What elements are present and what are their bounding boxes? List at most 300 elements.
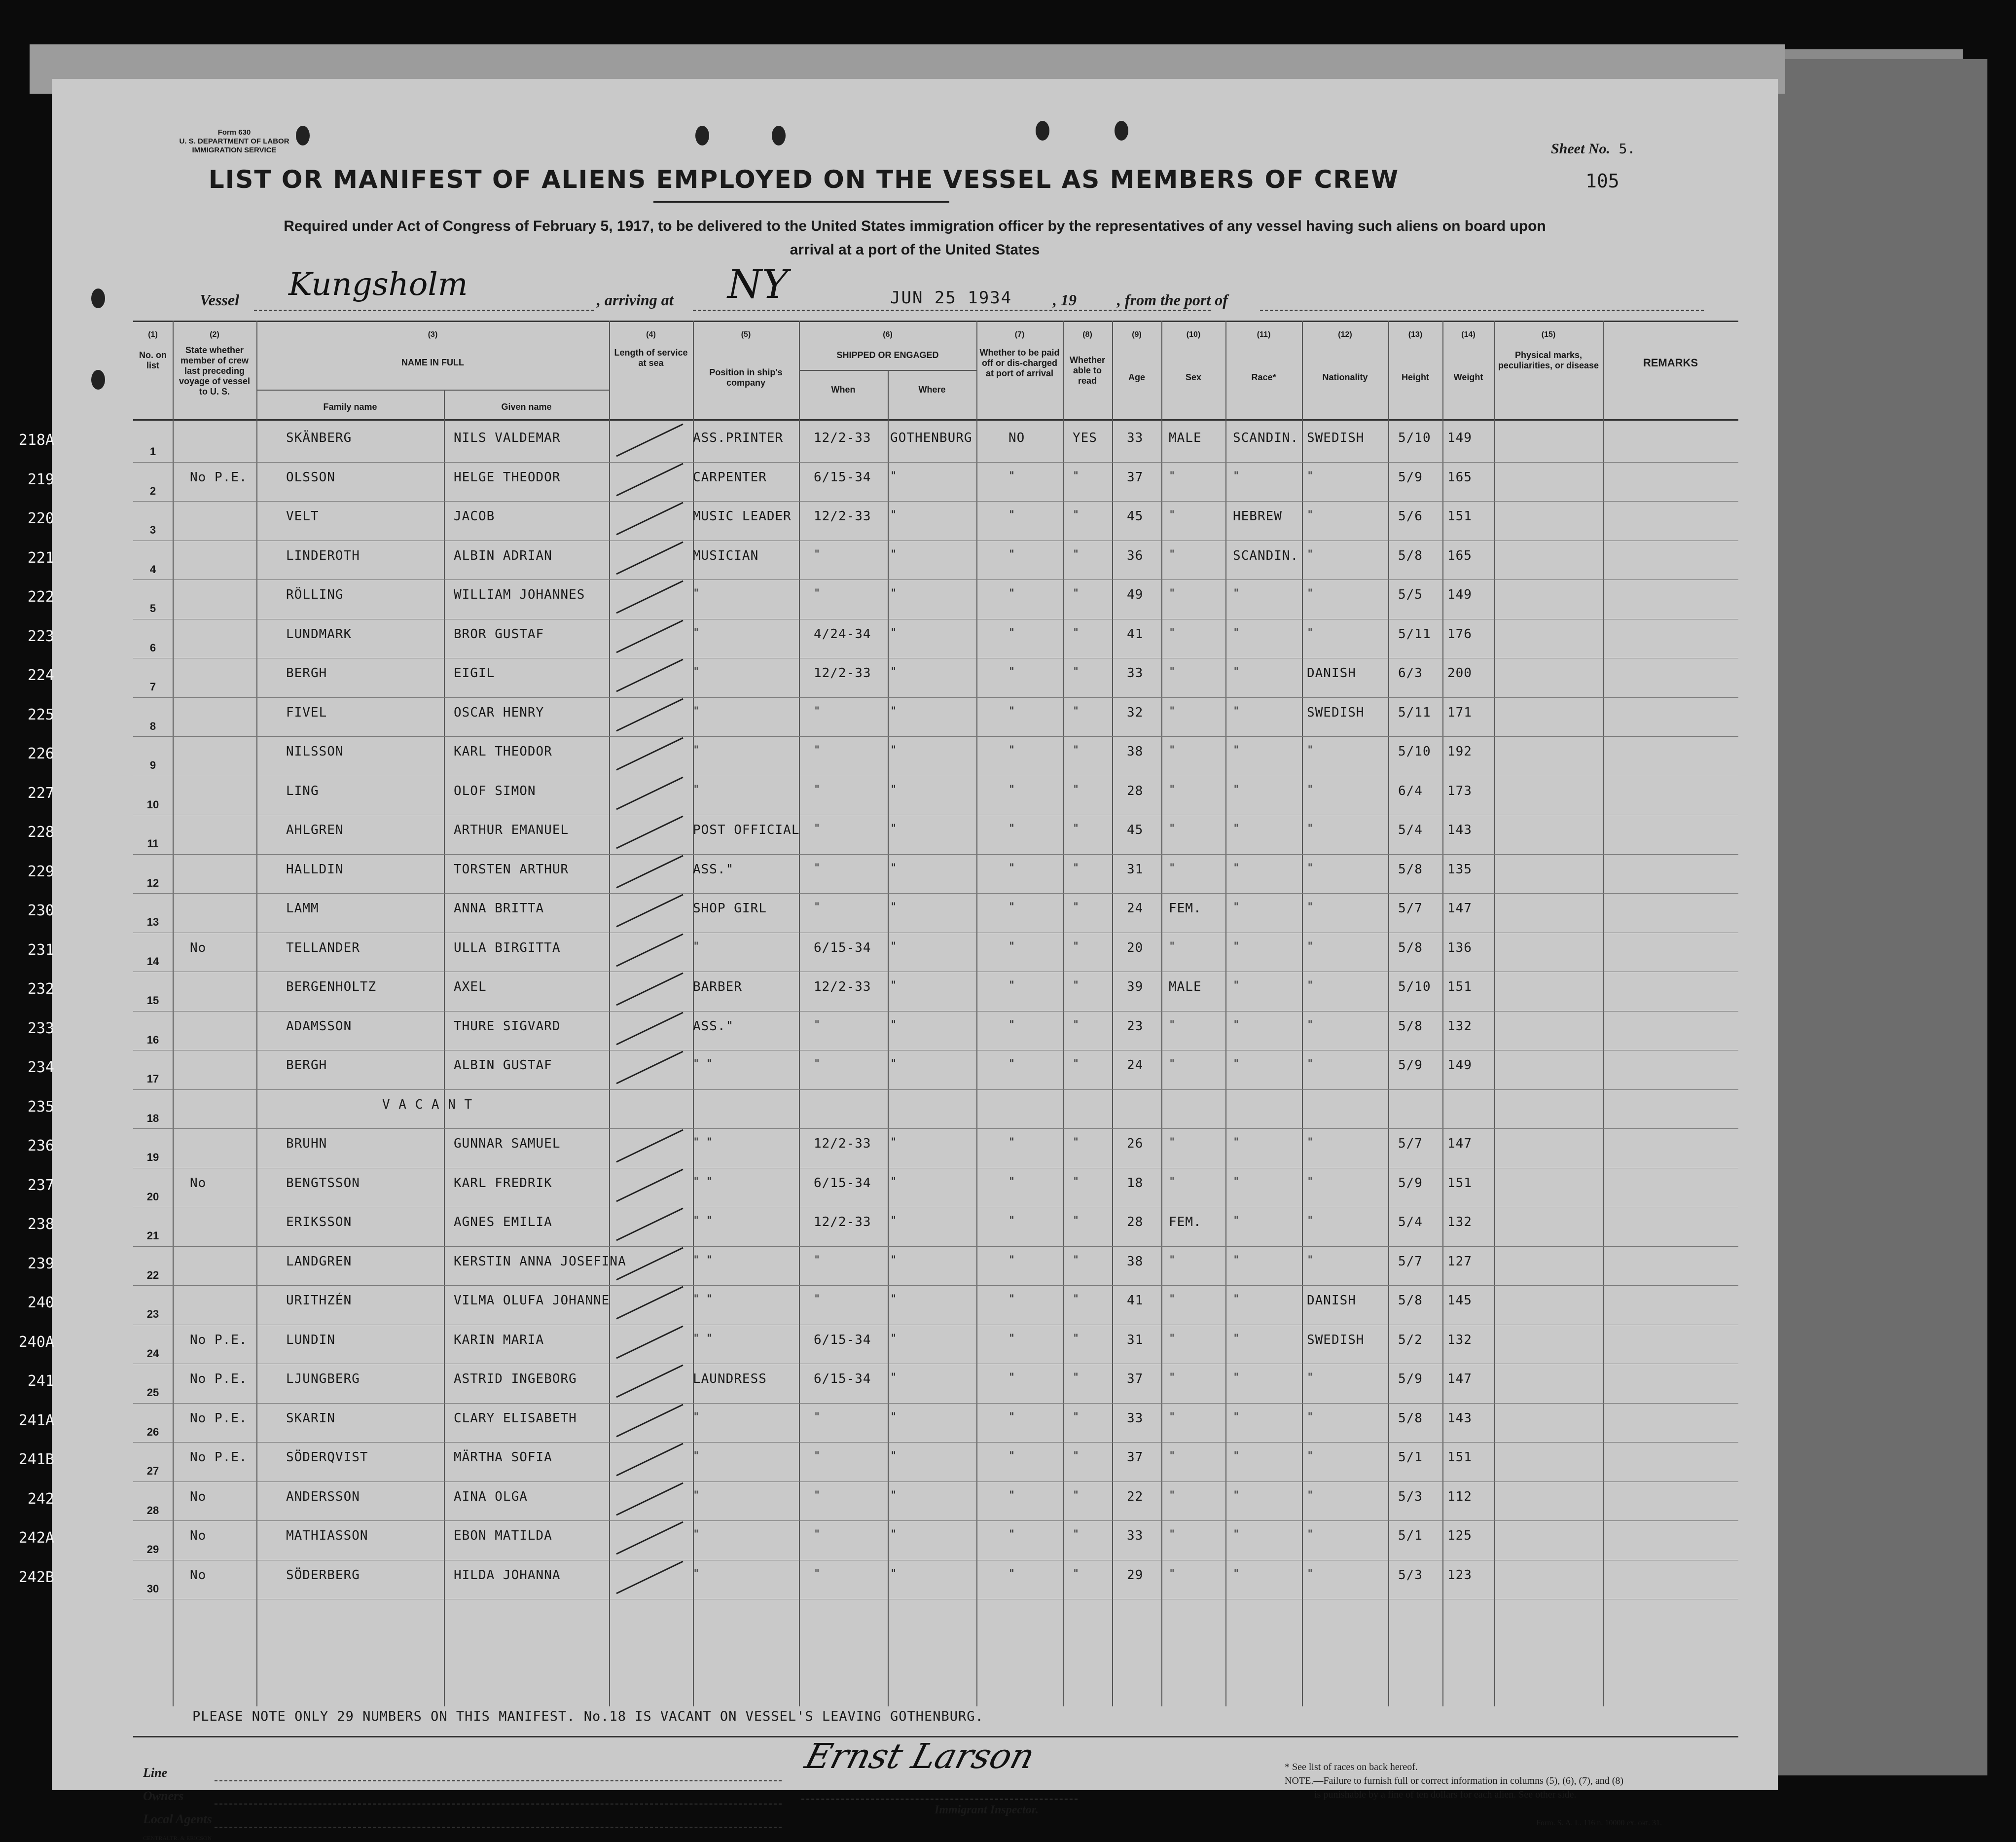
shipped-when-cell: 12/2-33 xyxy=(814,509,871,524)
col-number: (5) xyxy=(741,330,751,339)
local-agents-label: Local Agents xyxy=(143,1812,212,1826)
weight-cell: 132 xyxy=(1447,1215,1472,1229)
paid-off-cell: " xyxy=(1008,1567,1015,1580)
weight-cell: 143 xyxy=(1447,823,1472,837)
shipped-when-cell: " xyxy=(814,862,821,874)
sex-cell: " xyxy=(1169,1567,1176,1580)
able-to-read-cell: " xyxy=(1073,1136,1080,1149)
manifest-line-number: 221 xyxy=(27,549,54,567)
age-cell: 22 xyxy=(1127,1489,1144,1504)
race-cell: " xyxy=(1233,587,1240,600)
manifest-line-number: 218A xyxy=(18,432,54,449)
shipped-where-cell: " xyxy=(890,940,897,953)
shipped-when-cell: 6/15-34 xyxy=(814,1175,871,1191)
sex-cell: " xyxy=(1169,1058,1176,1070)
weight-cell: 127 xyxy=(1447,1254,1472,1269)
manifest-table xyxy=(18,321,1778,1741)
row-number: 23 xyxy=(146,1308,159,1320)
row-number: 2 xyxy=(149,484,156,497)
prev-voyage-cell: No P.E. xyxy=(190,1372,248,1386)
weight-cell: 151 xyxy=(1447,1450,1472,1465)
col-number: (15) xyxy=(1541,330,1556,339)
shipped-when-cell: " xyxy=(814,1567,821,1580)
row-number: 12 xyxy=(146,876,159,889)
weight-cell: 123 xyxy=(1447,1567,1472,1583)
able-to-read-cell: " xyxy=(1073,1175,1080,1188)
position-cell: " " xyxy=(693,1215,713,1227)
check-mark xyxy=(609,809,708,853)
col-header-read: Whether able to read xyxy=(1070,355,1105,386)
age-cell: 41 xyxy=(1127,626,1144,642)
form-header xyxy=(160,128,308,155)
prev-voyage-cell: No P.E. xyxy=(190,470,248,485)
paid-off-cell: " xyxy=(1008,1215,1015,1227)
nationality-cell: " xyxy=(1307,940,1314,953)
able-to-read-cell: " xyxy=(1073,587,1080,600)
punch-hole xyxy=(91,289,105,308)
row-rule xyxy=(133,1128,1738,1129)
col-rule xyxy=(799,321,800,1706)
nationality-cell: " xyxy=(1307,626,1314,639)
col-rule xyxy=(1494,321,1495,1706)
race-cell: SCANDIN. xyxy=(1233,548,1299,563)
position-cell: " " xyxy=(693,1136,713,1149)
family-name-cell: URITHZÉN xyxy=(286,1293,352,1308)
given-name-cell: THURE SIGVARD xyxy=(454,1018,561,1034)
able-to-read-cell: " xyxy=(1073,1058,1080,1070)
race-cell: " xyxy=(1233,705,1240,718)
col-rule xyxy=(888,370,889,1706)
row-number: 17 xyxy=(146,1073,159,1085)
nationality-cell: SWEDISH xyxy=(1307,1332,1365,1347)
position-cell: POST OFFICIAL xyxy=(693,823,800,837)
family-name-cell: TELLANDER xyxy=(286,940,360,955)
row-number: 7 xyxy=(149,681,156,693)
race-cell: " xyxy=(1233,979,1240,992)
height-cell: 5/6 xyxy=(1398,509,1423,524)
punch-hole xyxy=(695,126,709,145)
able-to-read-cell: " xyxy=(1073,1332,1080,1345)
check-mark xyxy=(609,613,708,657)
given-name-cell: KARL THEODOR xyxy=(454,744,552,759)
shipped-where-cell: GOTHENBURG xyxy=(890,431,972,445)
printer-name: CENTRALTR. & ERICSON xyxy=(143,1835,212,1842)
family-name-cell: LUNDIN xyxy=(286,1332,335,1347)
arrival-port: NY xyxy=(727,261,788,307)
shipped-where-cell: " xyxy=(890,744,897,757)
form-print-code: Form. S. A. L. 116 n. 10000 ex. okt. 31. xyxy=(1536,1819,1662,1827)
date-stamp: JUN 25 1934 xyxy=(890,288,1012,308)
shipped-subrule xyxy=(799,370,976,371)
nationality-cell: " xyxy=(1307,1136,1314,1149)
check-mark xyxy=(609,1044,708,1088)
nationality-cell: DANISH xyxy=(1307,666,1356,681)
given-name-cell: ALBIN GUSTAF xyxy=(454,1058,552,1073)
age-cell: 38 xyxy=(1127,744,1144,759)
height-cell: 5/9 xyxy=(1398,1372,1423,1386)
year-label: , 19 xyxy=(1053,291,1077,309)
given-name-cell: CLARY ELISABETH xyxy=(454,1410,577,1426)
position-cell: " xyxy=(693,1567,700,1580)
height-cell: 5/8 xyxy=(1398,548,1423,563)
sex-cell: " xyxy=(1169,940,1176,953)
shipped-where-cell: " xyxy=(890,979,897,992)
paid-off-cell: " xyxy=(1008,470,1015,482)
check-mark xyxy=(609,1319,708,1363)
able-to-read-cell: " xyxy=(1073,1215,1080,1227)
age-cell: 39 xyxy=(1127,979,1144,994)
row-number: 11 xyxy=(147,837,159,850)
paid-off-cell: " xyxy=(1008,1372,1015,1384)
manifest-line-number: 227 xyxy=(27,784,54,802)
check-mark xyxy=(609,574,708,618)
col-header-race: Race* xyxy=(1251,372,1276,382)
check-mark xyxy=(609,535,708,579)
row-number: 24 xyxy=(146,1347,159,1360)
manifest-line-number: 241 xyxy=(27,1372,54,1390)
able-to-read-cell: " xyxy=(1073,1489,1080,1502)
punch-hole xyxy=(1115,121,1128,141)
prev-voyage-cell: No xyxy=(190,1567,207,1583)
given-name-cell: AXEL xyxy=(454,979,487,994)
row-number: 30 xyxy=(146,1582,159,1595)
race-cell: " xyxy=(1233,1489,1240,1502)
height-cell: 5/4 xyxy=(1398,823,1423,837)
row-number: 20 xyxy=(146,1190,159,1203)
weight-cell: 132 xyxy=(1447,1332,1472,1347)
family-name-cell: VELT xyxy=(286,509,319,524)
shipped-where-cell: " xyxy=(890,1528,897,1541)
row-number: 16 xyxy=(146,1033,159,1046)
race-cell: " xyxy=(1233,626,1240,639)
nationality-cell: " xyxy=(1307,1175,1314,1188)
shipped-where-cell: " xyxy=(890,509,897,521)
paid-off-cell: NO xyxy=(1008,431,1025,445)
family-name-cell: SKÄNBERG xyxy=(286,431,352,445)
col-rule xyxy=(1063,321,1064,1706)
given-name-cell: ARTHUR EMANUEL xyxy=(454,823,569,837)
race-cell: " xyxy=(1233,1058,1240,1070)
family-name-cell: BERGH xyxy=(286,666,327,681)
weight-cell: 149 xyxy=(1447,1058,1472,1073)
col-header-nationality: Nationality xyxy=(1322,372,1368,382)
col-number: (4) xyxy=(646,330,656,339)
col-header-given-name: Given name xyxy=(501,402,552,412)
row-rule xyxy=(133,1285,1738,1286)
shipped-when-cell: " xyxy=(814,1410,821,1423)
weight-cell: 151 xyxy=(1447,1175,1472,1191)
paid-off-cell: " xyxy=(1008,1410,1015,1423)
nationality-cell: " xyxy=(1307,862,1314,874)
family-name-cell: NILSSON xyxy=(286,744,344,759)
row-number: 5 xyxy=(149,602,156,614)
height-cell: 5/4 xyxy=(1398,1215,1423,1229)
age-cell: 41 xyxy=(1127,1293,1144,1308)
line-label: Line xyxy=(143,1766,168,1780)
sex-cell: " xyxy=(1169,587,1176,600)
race-cell: " xyxy=(1233,1567,1240,1580)
age-cell: 26 xyxy=(1127,1136,1144,1151)
paid-off-cell: " xyxy=(1008,940,1015,953)
vessel-line xyxy=(200,261,1728,316)
height-cell: 5/7 xyxy=(1398,1254,1423,1269)
weight-cell: 135 xyxy=(1447,862,1472,877)
manifest-line-number: 240A xyxy=(18,1333,54,1351)
given-name-cell: JACOB xyxy=(454,509,495,524)
race-cell: " xyxy=(1233,1254,1240,1266)
weight-cell: 173 xyxy=(1447,783,1472,798)
race-cell: " xyxy=(1233,1528,1240,1541)
family-name-cell: V A C A N T xyxy=(382,1097,473,1112)
prev-voyage-cell: No xyxy=(190,1175,207,1191)
weight-cell: 143 xyxy=(1447,1410,1472,1426)
row-rule xyxy=(133,854,1738,855)
position-cell: " xyxy=(693,626,700,639)
shipped-when-cell: " xyxy=(814,1058,821,1070)
col-header-remarks: REMARKS xyxy=(1643,357,1698,369)
check-mark xyxy=(609,1240,708,1285)
shipped-when-cell: " xyxy=(814,823,821,835)
sex-cell: " xyxy=(1169,1332,1176,1345)
prev-voyage-cell: No xyxy=(190,940,207,955)
sex-cell: MALE xyxy=(1169,431,1202,445)
paid-off-cell: " xyxy=(1008,1450,1015,1462)
given-name-cell: BROR GUSTAF xyxy=(454,626,544,642)
manifest-line-number: 229 xyxy=(27,863,54,880)
manifest-line-number: 233 xyxy=(27,1019,54,1037)
sex-cell: " xyxy=(1169,1528,1176,1541)
given-name-cell: KARIN MARIA xyxy=(454,1332,544,1347)
paid-off-cell: " xyxy=(1008,1332,1015,1345)
col-number: (8) xyxy=(1082,330,1092,339)
shipped-where-cell: " xyxy=(890,666,897,678)
port-label: , from the port of xyxy=(1117,291,1228,309)
height-cell: 5/11 xyxy=(1398,705,1431,720)
col-rule xyxy=(1388,321,1389,1706)
col-number: (12) xyxy=(1338,330,1352,339)
check-mark xyxy=(609,1279,708,1324)
row-number: 9 xyxy=(149,759,156,771)
shipped-where-cell: " xyxy=(890,783,897,796)
manifest-line-number: 230 xyxy=(27,902,54,919)
family-name-cell: OLSSON xyxy=(286,470,335,485)
check-mark xyxy=(609,848,708,893)
able-to-read-cell: " xyxy=(1073,744,1080,757)
manifest-line-number: 236 xyxy=(27,1137,54,1155)
able-to-read-cell: " xyxy=(1073,1293,1080,1305)
paid-off-cell: " xyxy=(1008,626,1015,639)
height-cell: 5/1 xyxy=(1398,1450,1423,1465)
fine-note-1: NOTE.—Failure to furnish full or correct information in columns (5), (6), (7), and (8) xyxy=(1285,1775,1624,1786)
nationality-cell: " xyxy=(1307,901,1314,913)
age-cell: 31 xyxy=(1127,1332,1144,1347)
family-name-cell: LINDEROTH xyxy=(286,548,360,563)
height-cell: 5/5 xyxy=(1398,587,1423,602)
paid-off-cell: " xyxy=(1008,979,1015,992)
manifest-line-number: 231 xyxy=(27,941,54,959)
check-mark xyxy=(609,495,708,540)
nationality-cell: " xyxy=(1307,1215,1314,1227)
col-rule xyxy=(1603,321,1604,1706)
given-name-cell: EIGIL xyxy=(454,666,495,681)
given-name-cell: HILDA JOHANNA xyxy=(454,1567,561,1583)
paid-off-cell: " xyxy=(1008,901,1015,913)
age-cell: 31 xyxy=(1127,862,1144,877)
col-number: (3) xyxy=(428,330,438,339)
age-cell: 33 xyxy=(1127,1528,1144,1543)
sex-cell: " xyxy=(1169,1018,1176,1031)
sex-cell: " xyxy=(1169,1372,1176,1384)
weight-cell: 149 xyxy=(1447,587,1472,602)
manifest-line-number: 241B xyxy=(18,1451,54,1468)
able-to-read-cell: " xyxy=(1073,979,1080,992)
nationality-cell: SWEDISH xyxy=(1307,431,1365,445)
paid-off-cell: " xyxy=(1008,705,1015,718)
arriving-dash xyxy=(693,310,1211,311)
shipped-when-cell: " xyxy=(814,1489,821,1502)
paid-off-cell: " xyxy=(1008,587,1015,600)
manifest-line-number: 238 xyxy=(27,1216,54,1233)
nationality-cell: " xyxy=(1307,1058,1314,1070)
nationality-cell: DANISH xyxy=(1307,1293,1356,1308)
given-name-cell: HELGE THEODOR xyxy=(454,470,561,485)
col-header-service: Length of service at sea xyxy=(614,348,688,368)
age-cell: 18 xyxy=(1127,1175,1144,1191)
weight-cell: 145 xyxy=(1447,1293,1472,1308)
given-name-cell: MÄRTHA SOFIA xyxy=(454,1450,552,1465)
manifest-line-number: 235 xyxy=(27,1098,54,1116)
position-cell: CARPENTER xyxy=(693,470,767,485)
shipped-when-cell: 12/2-33 xyxy=(814,979,871,994)
able-to-read-cell: " xyxy=(1073,666,1080,678)
prev-voyage-cell: No P.E. xyxy=(190,1410,248,1426)
weight-cell: 136 xyxy=(1447,940,1472,955)
sex-cell: " xyxy=(1169,1489,1176,1502)
family-name-cell: FIVEL xyxy=(286,705,327,720)
shipped-where-cell: " xyxy=(890,1489,897,1502)
manifest-line-number: 242B xyxy=(18,1568,54,1586)
position-cell: SHOP GIRL xyxy=(693,901,767,916)
check-mark xyxy=(609,1436,708,1481)
inspector-signature: Ernst Larson xyxy=(801,1736,1039,1776)
title-underline xyxy=(653,201,949,203)
col-header-shipped: SHIPPED OR ENGAGED xyxy=(836,350,939,360)
check-mark xyxy=(609,1122,708,1167)
able-to-read-cell: " xyxy=(1073,626,1080,639)
position-cell: " xyxy=(693,1450,700,1462)
col-header-weight: Weight xyxy=(1453,372,1483,382)
given-name-cell: GUNNAR SAMUEL xyxy=(454,1136,561,1151)
sex-cell: " xyxy=(1169,783,1176,796)
shipped-when-cell: 6/15-34 xyxy=(814,1372,871,1386)
shipped-when-cell: " xyxy=(814,744,821,757)
row-rule xyxy=(133,1520,1738,1521)
check-mark xyxy=(609,1476,708,1520)
height-cell: 5/3 xyxy=(1398,1567,1423,1583)
paid-off-cell: " xyxy=(1008,1528,1015,1541)
family-name-cell: MATHIASSON xyxy=(286,1528,368,1543)
shipped-when-cell: 12/2-33 xyxy=(814,1215,871,1229)
weight-cell: 176 xyxy=(1447,626,1472,642)
shipped-where-cell: " xyxy=(890,1058,897,1070)
check-mark xyxy=(609,887,708,932)
race-cell: " xyxy=(1233,1215,1240,1227)
manifest-line-number: 234 xyxy=(27,1059,54,1076)
age-cell: 37 xyxy=(1127,1372,1144,1386)
able-to-read-cell: " xyxy=(1073,1567,1080,1580)
paid-off-cell: " xyxy=(1008,823,1015,835)
able-to-read-cell: " xyxy=(1073,823,1080,835)
nationality-cell: " xyxy=(1307,1372,1314,1384)
sex-cell: " xyxy=(1169,548,1176,561)
port-dash xyxy=(1260,310,1704,311)
form-department: U. S. DEPARTMENT OF LABOR xyxy=(179,137,289,145)
sex-cell: MALE xyxy=(1169,979,1202,994)
age-cell: 36 xyxy=(1127,548,1144,563)
name-subrule xyxy=(256,390,609,391)
shipped-when-cell: 4/24-34 xyxy=(814,626,871,642)
manifest-line-number: 237 xyxy=(27,1176,54,1194)
family-name-cell: SÖDERQVIST xyxy=(286,1450,368,1465)
age-cell: 32 xyxy=(1127,705,1144,720)
nationality-cell: " xyxy=(1307,1450,1314,1462)
height-cell: 5/2 xyxy=(1398,1332,1423,1347)
col-rule xyxy=(444,390,445,1706)
able-to-read-cell: " xyxy=(1073,1450,1080,1462)
age-cell: 37 xyxy=(1127,1450,1144,1465)
position-cell: BARBER xyxy=(693,979,742,994)
sex-cell: " xyxy=(1169,1293,1176,1305)
col-header-physical-marks: Physical marks, peculiarities, or disease xyxy=(1498,350,1599,370)
family-name-cell: RÖLLING xyxy=(286,587,344,602)
age-cell: 38 xyxy=(1127,1254,1144,1269)
manifest-page xyxy=(18,79,1778,1842)
shipped-where-cell: " xyxy=(890,1018,897,1031)
weight-cell: 171 xyxy=(1447,705,1472,720)
race-cell: " xyxy=(1233,1293,1240,1305)
manifest-line-number: 242 xyxy=(27,1490,54,1508)
col-number: (7) xyxy=(1014,330,1025,339)
shipped-where-cell: " xyxy=(890,901,897,913)
paid-off-cell: " xyxy=(1008,509,1015,521)
race-cell: " xyxy=(1233,470,1240,482)
arriving-label: , arriving at xyxy=(597,291,674,309)
race-cell: " xyxy=(1233,1136,1240,1149)
col-header-no: No. on list xyxy=(139,350,167,370)
weight-cell: 165 xyxy=(1447,470,1472,485)
line-dash xyxy=(215,1780,782,1781)
race-cell: HEBREW xyxy=(1233,509,1282,524)
col-rule xyxy=(1161,321,1162,1706)
given-name-cell: ULLA BIRGITTA xyxy=(454,940,561,955)
position-cell: ASS." xyxy=(693,1018,734,1034)
shipped-when-cell: " xyxy=(814,1528,821,1541)
weight-cell: 132 xyxy=(1447,1018,1472,1034)
race-cell: " xyxy=(1233,744,1240,757)
height-cell: 5/3 xyxy=(1398,1489,1423,1504)
height-cell: 5/10 xyxy=(1398,431,1431,445)
position-cell: " xyxy=(693,666,700,678)
row-number: 21 xyxy=(146,1229,159,1242)
shipped-when-cell: " xyxy=(814,1293,821,1305)
shipped-where-cell: " xyxy=(890,1175,897,1188)
fine-note-2: is punishable by a fine of ten dollars for each alien. See other side. xyxy=(1314,1789,1577,1800)
shipped-where-cell: " xyxy=(890,862,897,874)
vessel-dash xyxy=(254,310,594,311)
shipped-when-cell: 6/15-34 xyxy=(814,470,871,485)
shipped-when-cell: 12/2-33 xyxy=(814,431,871,445)
family-name-cell: BRUHN xyxy=(286,1136,327,1151)
